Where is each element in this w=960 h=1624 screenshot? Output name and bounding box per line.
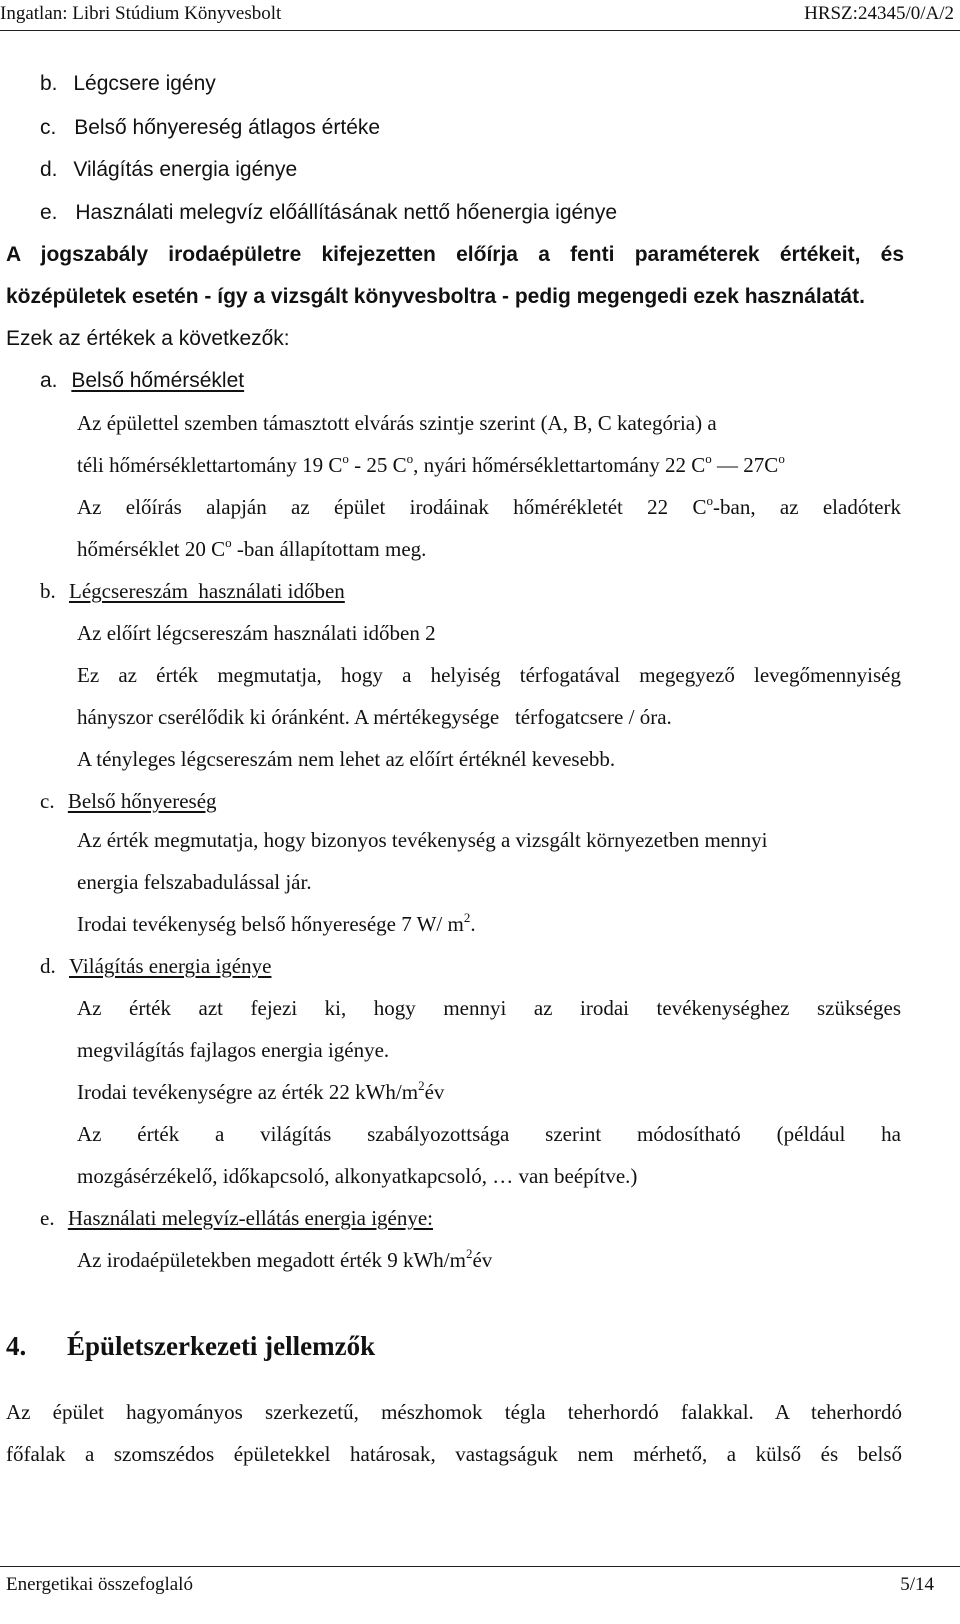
section-d-line: megvilágítás fajlagos energia igénye.: [77, 1038, 390, 1062]
header-rule: [0, 30, 960, 31]
text-run: — 27C: [711, 453, 779, 477]
section-b-line: Az előírt légcsereszám használati időben 2: [77, 621, 436, 645]
list-text: Világítás energia igénye: [73, 158, 298, 181]
section-a-line: [77, 495, 901, 520]
section-a-line: [77, 537, 426, 562]
superscript: o: [342, 451, 349, 466]
superscript: o: [705, 451, 712, 466]
list-item: [40, 72, 216, 96]
text-run: - 25 C: [348, 453, 407, 477]
text-run: téli hőmérséklettartomány 19 C: [77, 453, 343, 477]
section-title: Belső hőmérséklet: [71, 369, 245, 392]
section-b-line: A tényleges légcsereszám nem lehet az előírt értéknél kevesebb.: [77, 747, 616, 771]
section-a-heading: [40, 369, 244, 393]
footer-left: Energetikai összefoglaló: [6, 1574, 193, 1595]
list-letter: c.: [40, 116, 57, 139]
list-letter: d.: [40, 158, 58, 181]
bold-paragraph-line: középületek esetén - így a vizsgált könyvesboltra - pedig megengedi ezek használatát.: [6, 285, 865, 308]
superscript: o: [225, 535, 232, 550]
text-run: hőmérséklet 20 C: [77, 537, 226, 561]
text-run: , nyári hőmérséklettartomány 22 C: [413, 453, 706, 477]
text-run: év: [424, 1080, 445, 1104]
list-item: [40, 201, 617, 225]
superscript: 2: [463, 910, 471, 925]
paragraph-line: főfalak a szomszédos épületekkel határosak, vastagságuk nem mérhető, a külső és belső: [6, 1442, 902, 1466]
section-c-line: [77, 912, 476, 937]
section-a-line: Az épülettel szemben támasztott elvárás szintje szerint (A, B, C kategória) a: [77, 411, 717, 435]
section-d-line: [77, 1080, 444, 1105]
footer-rule: [0, 1566, 960, 1567]
section-b-heading: [40, 579, 345, 604]
section-title: Világítás energia igénye: [69, 954, 272, 978]
list-item: [40, 158, 297, 182]
list-text: Belső hőnyereség átlagos értéke: [74, 116, 381, 139]
text-run: .: [470, 912, 476, 936]
superscript: o: [406, 451, 414, 466]
header-right: HRSZ:24345/0/A/2: [804, 3, 954, 24]
superscript: o: [778, 451, 785, 466]
section-e-heading: [40, 1206, 433, 1231]
list-item: [40, 116, 380, 140]
header-left: Ingatlan: Libri Stúdium Könyvesbolt: [0, 3, 282, 24]
section-letter: a.: [40, 369, 58, 392]
section-letter: d.: [40, 954, 56, 978]
section-letter: c.: [40, 789, 55, 813]
text-run: -ban, az eladóterk: [713, 495, 901, 519]
bold-paragraph-line: A jogszabály irodaépületre kifejezetten előírja a fenti paraméterek értékeit, és: [6, 243, 904, 266]
section-letter: b.: [40, 579, 56, 603]
section-c-line: Az érték megmutatja, hogy bizonyos tevékenység a vizsgált környezetben mennyi: [77, 828, 768, 852]
list-text: Légcsere igény: [73, 72, 216, 95]
section-title: Használati melegvíz-ellátás energia igénye:: [67, 1206, 434, 1230]
intro-text: Ezek az értékek a következők:: [6, 327, 290, 350]
text-run: év: [472, 1248, 493, 1272]
section-letter: e.: [40, 1206, 55, 1230]
section-c-heading: [40, 789, 217, 814]
section-e-line: [77, 1248, 492, 1273]
text-run: Az irodaépületekben megadott érték 9 kWh/m: [77, 1248, 466, 1272]
text-run: Irodai tevékenység belső hőnyeresége 7 W/ m: [77, 912, 464, 936]
heading-number: 4.: [6, 1331, 27, 1361]
superscript: 2: [465, 1246, 473, 1261]
section-c-line: energia felszabadulással jár.: [77, 870, 312, 894]
paragraph-line: Az épület hagyományos szerkezetű, mészhomok tégla teherhordó falakkal. A teherhordó: [6, 1400, 902, 1424]
section-d-heading: [40, 954, 271, 979]
superscript: 2: [418, 1078, 425, 1093]
superscript: o: [706, 493, 714, 508]
text-run: Az előírás alapján az épület irodáinak hőmérékletét 22 C: [77, 495, 707, 519]
heading-title: Épületszerkezeti jellemzők: [67, 1331, 376, 1361]
footer-right: 5/14: [900, 1574, 934, 1595]
list-letter: b.: [40, 72, 58, 95]
section-b-line: Ez az érték megmutatja, hogy a helyiség térfogatával megegyező levegőmennyiség: [77, 663, 901, 687]
section-title: Légcsereszám használati időben: [69, 579, 345, 603]
section-heading: [6, 1331, 375, 1362]
list-text: Használati melegvíz előállításának nettő hőenergia igénye: [75, 201, 618, 224]
text-run: -ban állapítottam meg.: [231, 537, 427, 561]
section-a-line: [77, 453, 785, 478]
section-title: Belső hőnyereség: [67, 789, 217, 813]
section-d-line: mozgásérzékelő, időkapcsoló, alkonyatkapcsoló, … van beépítve.): [77, 1164, 638, 1188]
text-run: Irodai tevékenységre az érték 22 kWh/m: [77, 1080, 419, 1104]
section-d-line: Az érték azt fejezi ki, hogy mennyi az irodai tevékenységhez szükséges: [77, 996, 901, 1020]
section-b-line: hányszor cserélődik ki óránként. A mértékegysége térfogatcsere / óra.: [77, 705, 672, 729]
section-d-line: Az érték a világítás szabályozottsága szerint módosítható (például ha: [77, 1122, 901, 1146]
list-letter: e.: [40, 201, 58, 224]
